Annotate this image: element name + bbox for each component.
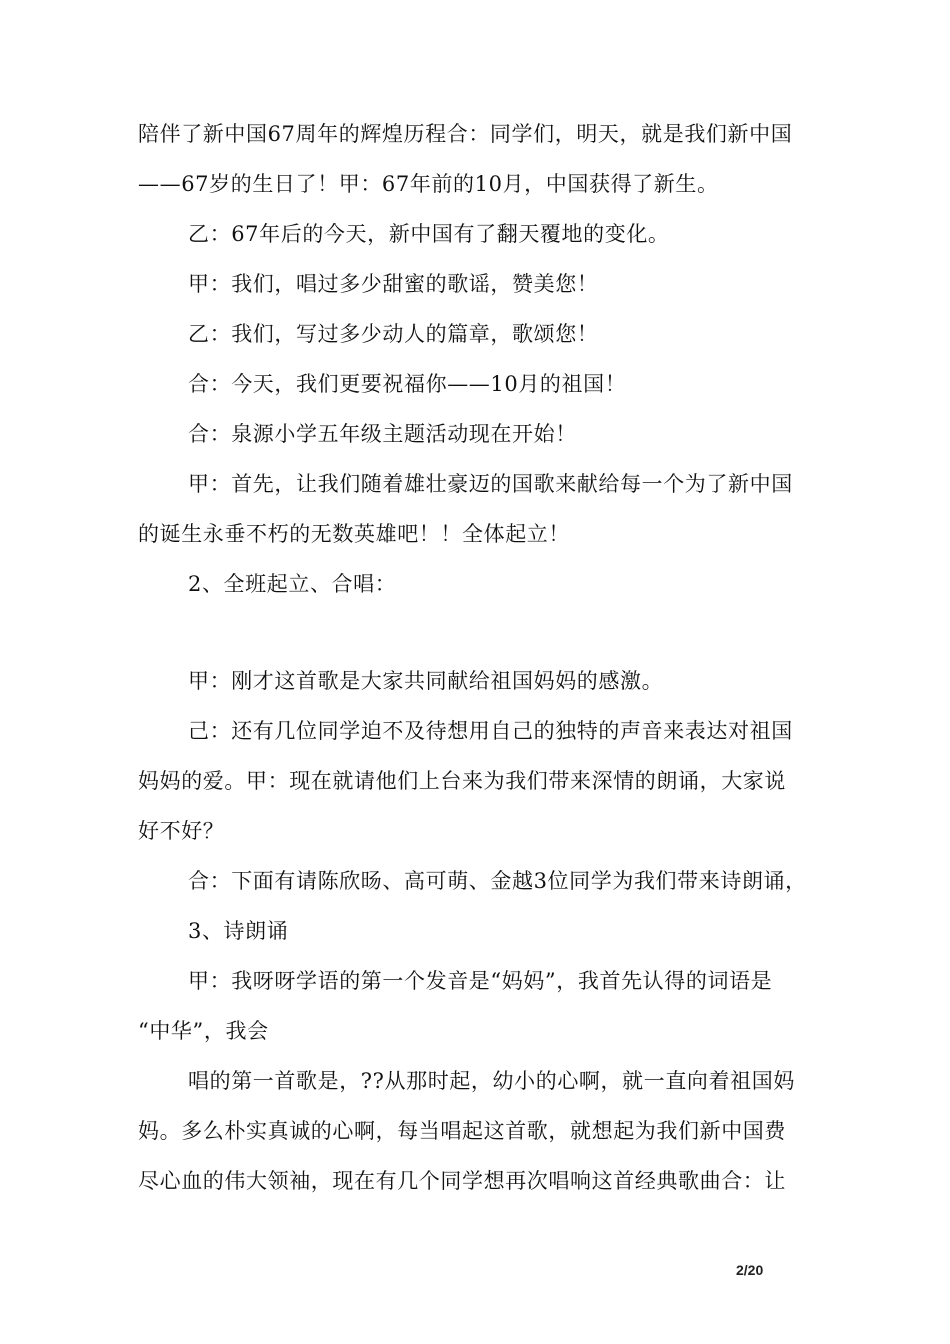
- text-line: 乙：67年后的今天，新中国有了翻天覆地的变化。: [188, 222, 670, 246]
- text-line: 甲：刚才这首歌是大家共同献给祖国妈妈的感激。: [188, 669, 664, 693]
- text-line: “中华”，我会: [138, 1019, 269, 1043]
- text-line: 己：还有几位同学迫不及待想用自己的独特的声音来表达对祖国: [188, 719, 793, 743]
- text-line: 乙：我们，写过多少动人的篇章，歌颂您！: [188, 322, 599, 346]
- text-line: 陪伴了新中国67周年的辉煌历程合：同学们，明天，就是我们新中国: [138, 122, 793, 146]
- text-line: 妈妈的爱。甲：现在就请他们上台来为我们带来深情的朗诵，大家说: [138, 769, 786, 793]
- text-line: 2、全班起立、合唱：: [188, 572, 397, 596]
- text-line: 好不好？: [138, 819, 225, 843]
- text-line: 3、诗朗诵: [188, 919, 289, 943]
- text-line: 合：今天，我们更要祝福你——10月的祖国！: [188, 372, 627, 396]
- text-line: 的诞生永垂不朽的无数英雄吧！！全体起立！: [138, 522, 570, 546]
- text-line: 合：下面有请陈欣旸、高可萌、金越3位同学为我们带来诗朗诵，: [188, 869, 807, 893]
- text-line: 尽心血的伟大领袖，现在有几个同学想再次唱响这首经典歌曲合：让: [138, 1169, 786, 1193]
- text-line: 甲：首先，让我们随着雄壮豪迈的国歌来献给每一个为了新中国: [188, 472, 793, 496]
- text-line: 妈。多么朴实真诚的心啊，每当唱起这首歌，就想起为我们新中国费: [138, 1119, 786, 1143]
- page-number: 2/20: [736, 1262, 764, 1278]
- text-line: 甲：我们，唱过多少甜蜜的歌谣，赞美您！: [188, 272, 599, 296]
- text-line: ——67岁的生日了！甲：67年前的10月，中国获得了新生。: [138, 172, 719, 196]
- text-line: 唱的第一首歌是，??从那时起，幼小的心啊，就一直向着祖国妈: [188, 1069, 795, 1093]
- text-line: 合：泉源小学五年级主题活动现在开始！: [188, 422, 577, 446]
- text-line: 甲：我呀呀学语的第一个发音是“妈妈”，我首先认得的词语是: [188, 969, 773, 993]
